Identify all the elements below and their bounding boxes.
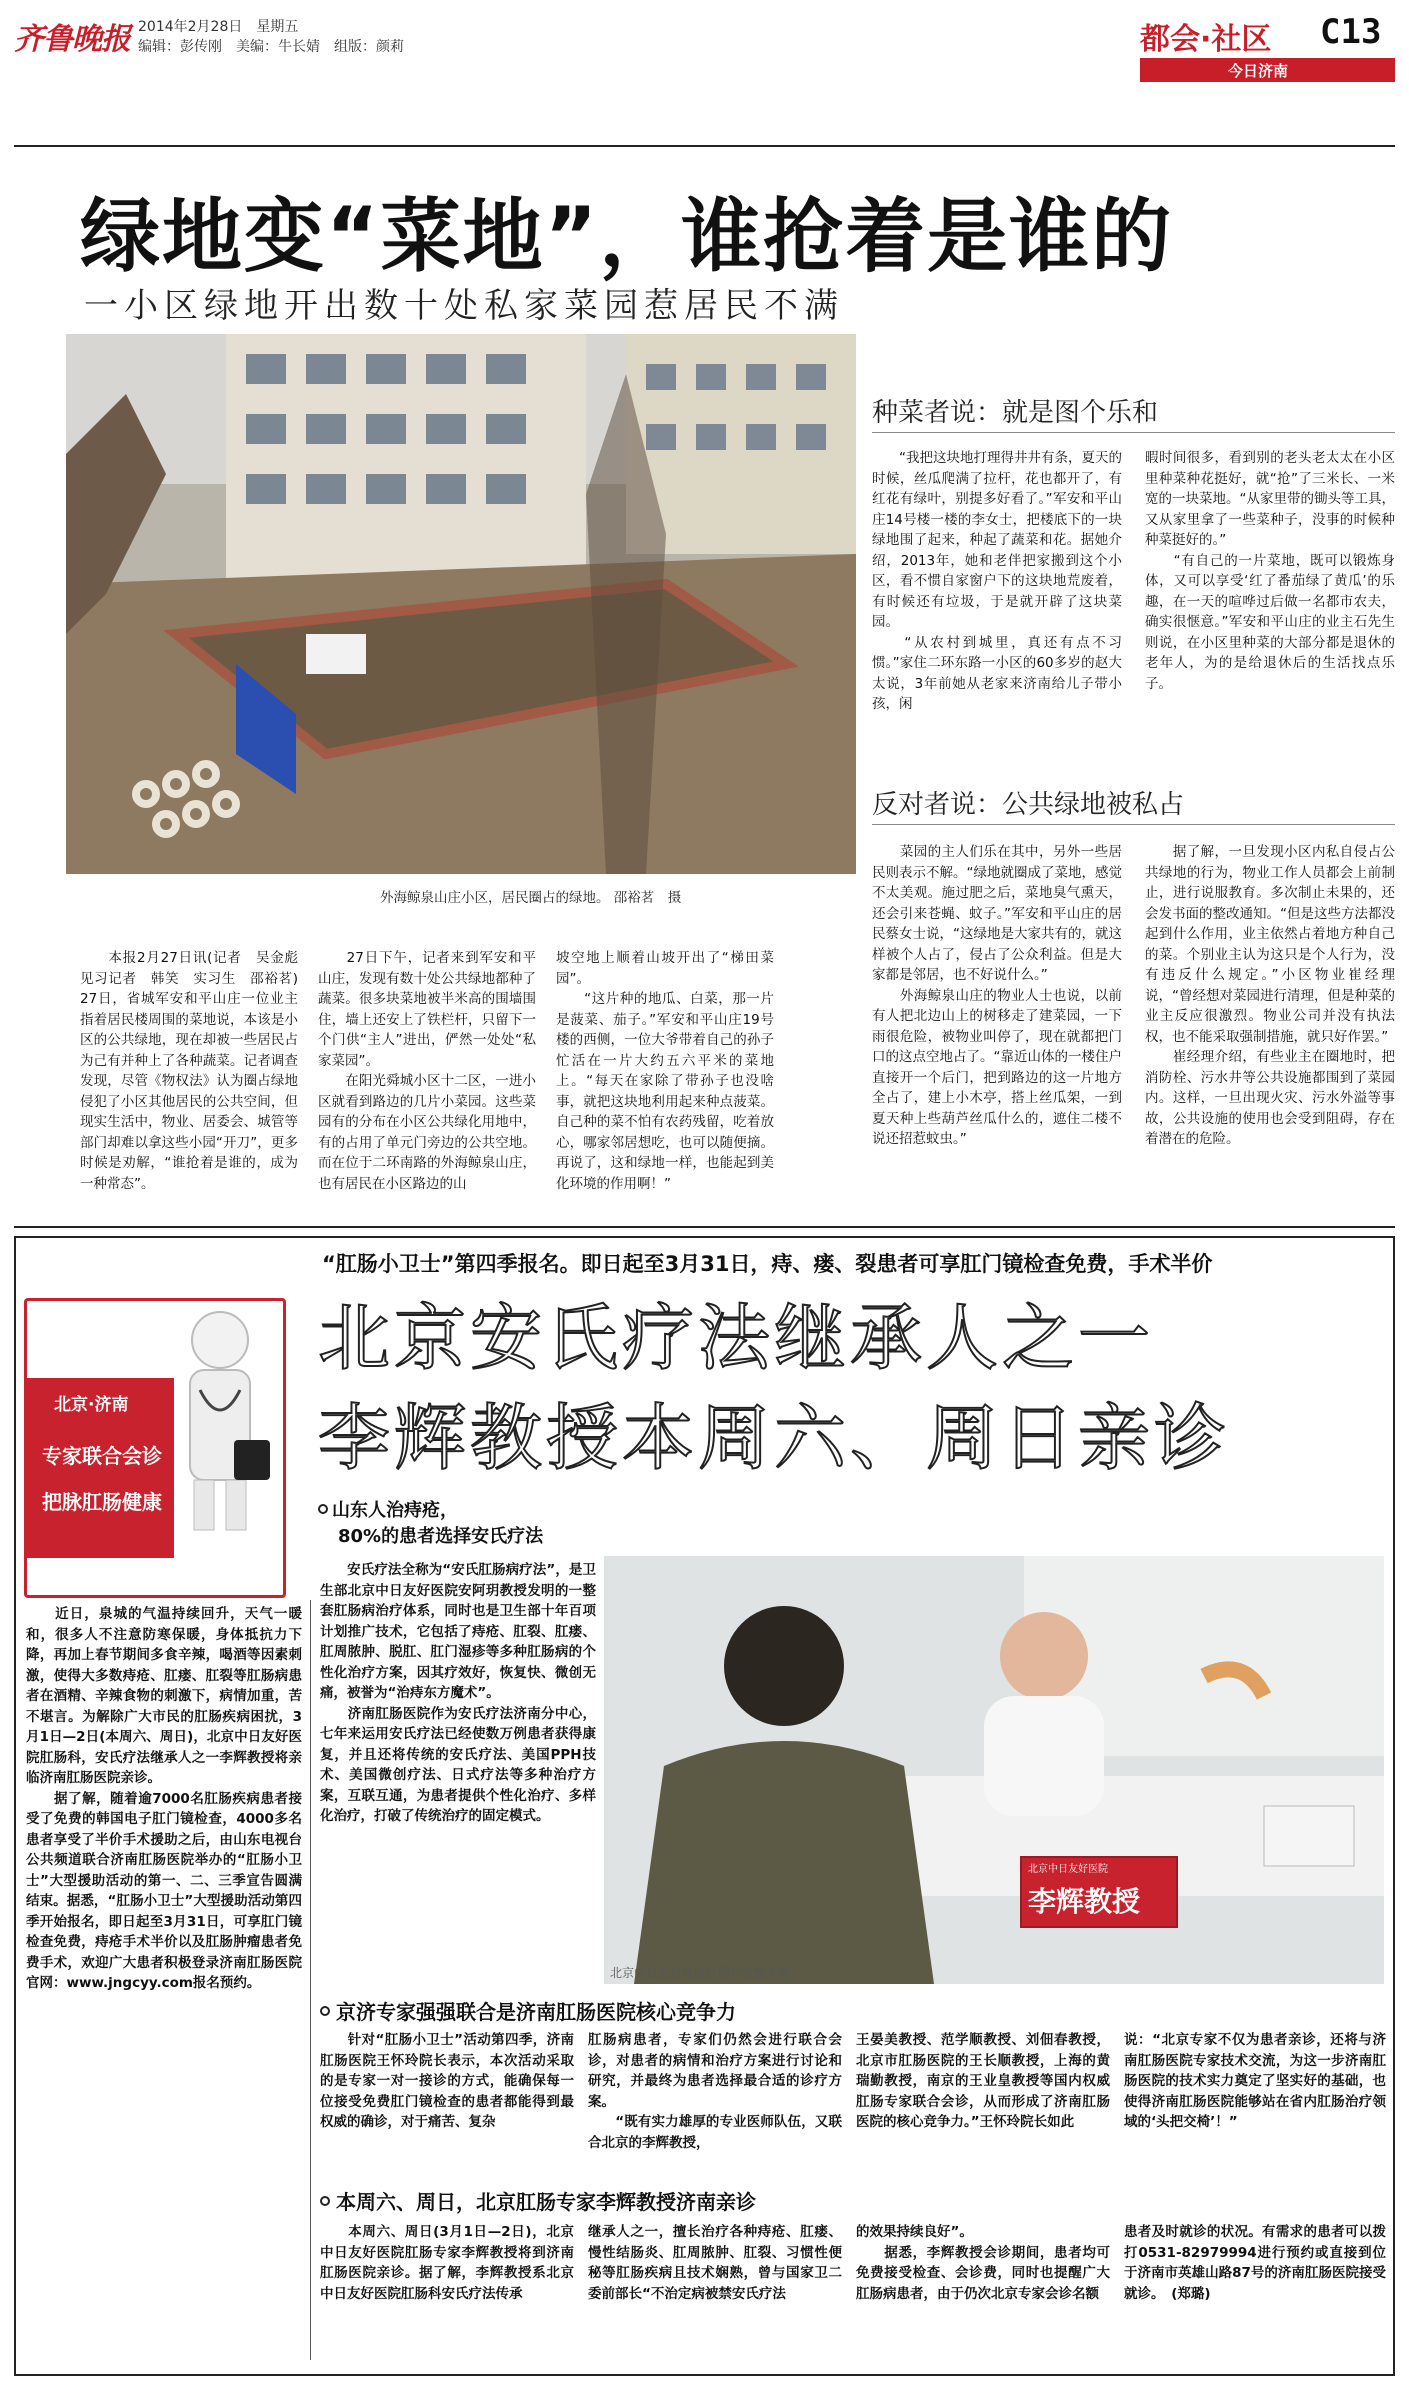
newspaper-logo: 齐鲁晚报: [14, 22, 130, 57]
ad-sub3-col1: 本周六、周日(3月1日—2日)，北京中日友好医院肛肠专家李辉教授将到济南肛肠医院亲诊。据了解，李辉教授系北京中日友好医院肛肠科安氏疗法传承: [320, 2224, 574, 2302]
s2-col2: 据了解，一旦发现小区内私自侵占公共绿地的行为，物业工作人员都会上前制止，进行说服教育。多次制止未果的，还会发书面的整改通知。“但是这些方法都没起到什么作用，业主依然占着地方种自己的菜。个别业主认为这只是个人行为，没有违反什么规定。”小区物业崔经理说，“曾经想对菜园进行清理，但是种菜的业主反应很激烈。物业公司并没有执法权，也不能采取强制措施，就只好作罢。” 崔经理介绍，有些业主在圈地时，把消防栓、污水井等公共设施都围到了菜园内。这样，一旦出现火灾、污水外溢等事故，公共设施的使用也会受到阻碍，存在着潜在的危险。: [1145, 844, 1395, 1147]
ad-sub2-marker: [320, 2006, 330, 2016]
headline: 绿地变“菜地”，谁抢着是谁的: [80, 190, 1174, 283]
ad-top-line: “肛肠小卫士”第四季报名。即日起至3月31日，痔、瘘、裂患者可享肛门镜检查免费，手术半价: [322, 1252, 1213, 1276]
ad-sub3-col2: 继承人之一，擅长治疗各种痔疮、肛瘘、慢性结肠炎、肛周脓肿、肛裂、习惯性便秘等肛肠疾病且技术娴熟，曾与国家卫二委前部长“不治定病被禁安氏疗法: [588, 2224, 842, 2302]
masthead-rule: [14, 145, 1395, 147]
ad-headline-1: 北京安氏疗法继承人之一: [318, 1296, 1155, 1380]
masthead: [0, 0, 1409, 100]
doctor-photo: [604, 1556, 1384, 1984]
article-ad-divider: [14, 1226, 1395, 1228]
ad-badge-line-2: 专家联合会诊: [42, 1444, 162, 1468]
ad-badge-line-3: 把脉肛肠健康: [42, 1490, 162, 1514]
s2-col1: 菜园的主人们乐在其中，另外一些居民则表示不解。“绿地就圈成了菜地，感觉不太美观。施过肥之后，菜地臭气熏天，还会引来苍蝇、蚊子。”军安和平山庄的居民蔡女士说，“这绿地是大家共有的，就这样被个人占了，侵占了公众利益。但是大家都是邻居，也不好说什么。” 外海鲸泉山庄的物业人士也说，以前有人把北边山上的树移走了建菜园，一下雨很危险，被物业叫停了，现在就都把门口的这点空地占了。“靠近山体的一楼住户直接开一个后门，把到路边的这一片地方全占了，建上小木亭，搭上丝瓜架，一到夏天种上些葫芦丝瓜什么的，遮住二楼不说还招惹蚊虫。”: [872, 844, 1122, 1147]
ad-sub2-col4: 说：“北京专家不仅为患者亲诊，还将与济南肛肠医院专家技术交流，为这一步济南肛肠医院的技术实力奠定了坚实好的基础，也使得济南肛肠医院能够站在省内肛肠治疗领域的‘头把交椅’！”: [1124, 2032, 1386, 2130]
body-col1: 本报2月27日讯(记者 吴金彪 见习记者 韩笑 实习生 邵裕茗) 27日，省城军安和平山庄一位业主指着居民楼周围的菜地说，本该是小区的公共绿地，现在却被一些居民占为己有并种上了各种蔬菜。记者调查发现，尽管《物权法》认为圈占绿地侵犯了小区其他居民的公共空间，但现实生活中，物业、居委会、城管等部门却难以拿这些小园“开刀”，更多时候是劝解，“谁抢着是谁的，成为一种常态”。: [80, 950, 312, 1192]
section-title-rule-1: [872, 432, 1395, 433]
body-col2: 27日下午，记者来到军安和平山庄，发现有数十处公共绿地都种了蔬菜。很多块菜地被半米高的围墙围住，墙上还安上了铁栏杆，只留下一个门供“主人”进出，俨然一处处“私家菜园”。 在阳光舜城小区十二区，一进小区就看到路边的几片小菜园。这些菜园有的分布在小区公共绿化用地中，有的占用了单元门旁边的公共空地。而在位于二环南路的外海鲸泉山庄，也有居民在小区路边的山: [318, 950, 536, 1192]
ad-mid-column: 安氏疗法全称为“安氏肛肠病疗法”，是卫生部北京中日友好医院安阿玥教授发明的一整套肛肠病治疗体系，同时也是卫生部十年百项计划推广技术，它包括了痔疮、肛裂、肛瘘、肛周脓肿、脱肛、肛门湿疹等多种肛肠病的个性化治疗方案，因其疗效好，恢复快、微创无痛，被誉为“治痔东方魔术”。 济南肛肠医院作为安氏疗法济南分中心，七年来运用安氏疗法已经使数万例患者获得康复，并且还将传统的安氏疗法、美国PPH技术、美国微创疗法、日式疗法等多种治疗方案，互联互通，为患者提供个性化治疗、多样化治疗，打破了传统治疗的固定模式。: [320, 1562, 596, 1824]
section-title-planters: 种菜者说：就是图个乐和: [872, 398, 1159, 428]
article-photo: [66, 334, 856, 874]
ad-left-divider: [310, 1600, 311, 2360]
date-line: 2014年2月28日 星期五: [138, 19, 299, 35]
ad-headline-2: 李辉教授本周六、周日亲诊: [318, 1396, 1231, 1480]
ad-sub1-marker: [318, 1504, 328, 1514]
staff-line: 编辑：彭传刚 美编：牛长婧 组版：颜莉: [138, 39, 404, 55]
photo-caption: 外海鲸泉山庄小区，居民圈占的绿地。 邵裕茗 摄: [380, 890, 682, 906]
doctor-photo-caption: 北京中日友好医院肛肠科教授李辉: [610, 1966, 791, 1980]
section-name: 都会·社区: [1140, 22, 1272, 57]
consultation-illustration: [604, 1556, 1384, 1984]
ad-sub2-col1: 针对“肛肠小卫士”活动第四季，济南肛肠医院王怀玲院长表示，本次活动采取的是专家一对一接诊的方式，能确保每一位接受免费肛门镜检查的患者都能得到最权威的确诊，对于痛苦、复杂: [320, 2032, 574, 2130]
ad-badge-line-1: 北京·济南: [54, 1395, 129, 1415]
ad-sub1-line-1: 山东人治痔疮，: [332, 1500, 458, 1521]
subheadline: 一小区绿地开出数十处私家菜园惹居民不满: [84, 286, 844, 326]
ad-left-column: 近日，泉城的气温持续回升，天气一暖和，很多人不注意防寒保暖，身体抵抗力下降，再加上春节期间多食辛辣，喝酒等因素刺激，使得大多数痔疮、肛瘘、肛裂等肛肠病患者在酒精、辛辣食物的刺激下，病情加重，苦不堪言。为解除广大市民的肛肠疾病困扰，3月1日—2日(本周六、周日)，北京中日友好医院肛肠科，安氏疗法继承人之一李辉教授将亲临济南肛肠医院亲诊。 据了解，随着逾7000名肛肠疾病患者接受了免费的韩国电子肛门镜检查，4000多名患者享受了半价手术援助之后，由山东电视台公共频道联合济南肛肠医院举办的“肛肠小卫士”大型援助活动的第一、二、三季宣告圆满结束。据悉，“肛肠小卫士”大型援助活动第四季开始报名，即日起至3月31日，可享肛门镜检查免费，痔疮手术半价以及肛肠肿瘤患者免费手术，欢迎广大患者积极登录济南肛肠医院官网：www.jngcyy.com报名预约。: [26, 1606, 302, 1991]
nameplate-name: 李辉教授: [1028, 1885, 1141, 1918]
body-col3: 坡空地上顺着山坡开出了“梯田菜园”。 “这片种的地瓜、白菜，那一片是菠菜、茄子。”军安和平山庄19号楼的西侧，一位大爷带着自己的孙子忙活在一片大约五六平米的菜地上。“每天在家除了带孙子也没啥事，就把这块地利用起来种点菠菜。自己种的菜不怕有农药残留，吃着放心，哪家邻居想吃，也可以随便摘。再说了，这和绿地一样，也能起到美化环境的作用啊！”: [556, 950, 774, 1192]
ad-sub3-col3: 的效果持续良好”。 据悉，李辉教授会诊期间，患者均可免费接受检查、会诊费，同时也提醒广大肛肠病患者，由于仍次北京专家会诊名额: [856, 2224, 1110, 2302]
section-title-opponents: 反对者说：公共绿地被私占: [872, 790, 1185, 820]
nameplate-hospital: 北京中日友好医院: [1028, 1864, 1108, 1875]
ad-sub3-col4: 患者及时就诊的状况。有需求的患者可以拨打0531-82979994进行预约或直接到位于济南市英雄山路87号的济南肛肠医院接受就诊。 (郑璐): [1124, 2224, 1386, 2302]
ad-sub2-heading: 京济专家强强联合是济南肛肠医院核心竞争力: [336, 2000, 736, 2024]
s1-col1: “我把这块地打理得井井有条，夏天的时候，丝瓜爬满了拉杆，花也都开了，有红花有绿叶，别提多好看了。”军安和平山庄14号楼一楼的李女士，把楼底下的一块绿地围了起来，种起了蔬菜和花。据她介绍，2013年，她和老伴把家搬到这个小区，看不惯自家窗户下的这块地荒废着，有时候还有垃圾，于是就开辟了这块菜园。 “从农村到城里，真还有点不习惯。”家住二环东路一小区的60多岁的赵大太说，3年前她从老家来济南给儿子带小孩，闲: [872, 450, 1122, 712]
ad-sub2-col3: 王晏美教授、范学顺教授、刘佃春教授，北京市肛肠医院的王长顺教授，上海的黄瑞勤教授，南京的王业皇教授等国内权威肛肠专家联合会诊，从而形成了济南肛肠医院的核心竞争力。”王怀玲院长如此: [856, 2032, 1110, 2130]
s1-col2: 暇时间很多，看到别的老头老太太在小区里种菜种花挺好，就“抢”了三米长、一米宽的一块菜地。“从家里带的锄头等工具，又从家里拿了一些菜种子，没事的时候种种菜挺好的。” “有自己的一片菜地，既可以锻炼身体，又可以享受‘红了番茄绿了黄瓜’的乐趣，在一天的喧哗过后做一名都市农夫，确实很惬意。”军安和平山庄的业主石先生则说，在小区里种菜的大部分都是退休的老年人，为的是给退休后的生活找点乐子。: [1145, 450, 1395, 692]
ad-sub3-marker: [320, 2196, 330, 2206]
section-title-rule-2: [872, 824, 1395, 825]
garden-photo-illustration: [66, 334, 856, 874]
ad-sub1-line-2: 80%的患者选择安氏疗法: [338, 1526, 544, 1547]
ad-sub3-heading: 本周六、周日，北京肛肠专家李辉教授济南亲诊: [336, 2190, 756, 2214]
ad-sub2-col2: 肛肠病患者，专家们仍然会进行联合会诊，对患者的病情和治疗方案进行讨论和研究，并最终为患者选择最合适的诊疗方案。 “既有实力雄厚的专业医师队伍，又联合北京的李辉教授，: [588, 2032, 842, 2151]
page-number: C13: [1320, 12, 1382, 52]
subsection-label: 今日济南: [1228, 62, 1289, 80]
